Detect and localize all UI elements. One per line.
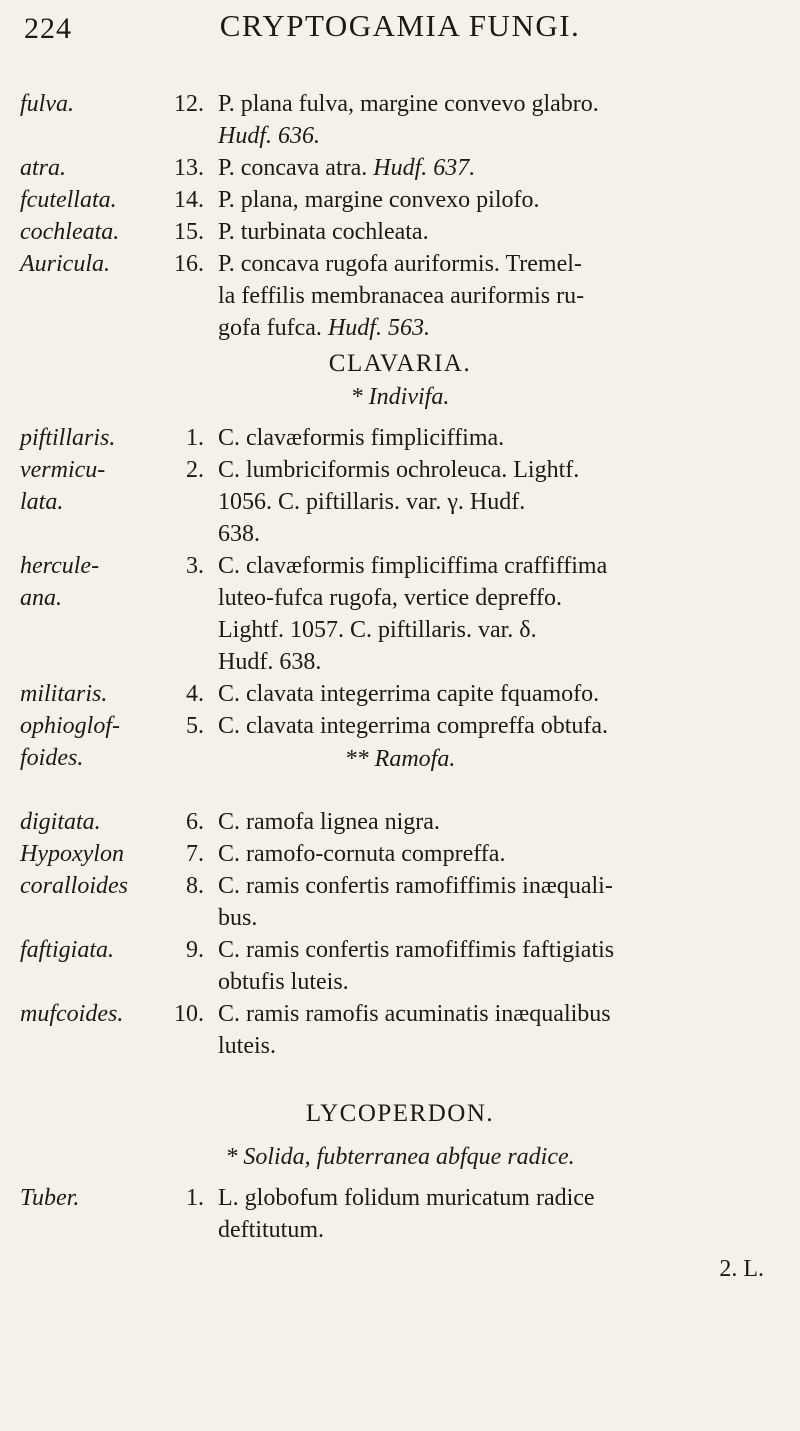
entry-number: 14.	[174, 187, 204, 213]
entry-description: C. ramis confertis ramofiffimis faftigiatis obtufis luteis.	[218, 937, 615, 995]
species-epithet: militaris.	[20, 681, 108, 707]
entry-number: 15.	[174, 219, 204, 245]
entry-number: 9.	[186, 937, 204, 963]
running-head: CRYPTOGAMIA FUNGI.	[219, 8, 581, 43]
species-epithet: Tuber.	[20, 1185, 80, 1211]
entry-number: 16.	[174, 251, 204, 277]
entry-description: P. concava atra. Hudf. 637.	[218, 155, 476, 181]
species-epithet: piftillaris.	[20, 425, 116, 451]
entry-number: 8.	[186, 873, 204, 899]
entry-description: P. concava rugofa auriformis. Tremel- la feffilis membranacea auriformis ru- gofa fufca. Hudf. 563.	[218, 251, 585, 341]
species-epithet: cochleata.	[20, 219, 120, 245]
entry-description: L. globofum folidum muricatum radice deftitutum.	[218, 1185, 595, 1243]
genus-heading-clavaria: CLAVARIA.	[328, 350, 472, 377]
entry-description: C. ramofo-cornuta compreffa.	[218, 841, 506, 867]
subsection-heading-ramosa: ** Ramofa.	[344, 746, 456, 772]
entry-description: C. clavæformis fimpliciffima.	[218, 425, 505, 451]
species-epithet: coralloides	[20, 873, 128, 899]
entry-number: 6.	[186, 809, 204, 835]
species-epithet: faftigiata.	[20, 937, 115, 963]
entry-number: 1.	[186, 1185, 204, 1211]
genus-heading-lycoperdon: LYCOPERDON.	[305, 1100, 495, 1127]
entry-description: C. clavata integerrima capite fquamofo.	[218, 681, 600, 707]
citation: Hudf. 563.	[327, 315, 430, 341]
subsection-heading-solida: * Solida, fubterranea abfque radice.	[225, 1144, 575, 1170]
entry-number: 1.	[186, 425, 204, 451]
entry-description: P. turbinata cochleata.	[218, 219, 429, 245]
species-epithet: Auricula.	[20, 251, 110, 277]
page-number: 224	[24, 12, 72, 45]
page-header	[0, 8, 800, 48]
entry-number: 7.	[186, 841, 204, 867]
entry-number: 2.	[186, 457, 204, 483]
entry-number: 12.	[174, 91, 204, 117]
entry-description: C. ramofa lignea nigra.	[218, 809, 440, 835]
subsection-heading-indivisa: * Indivifa.	[350, 384, 450, 410]
species-epithet: fcutellata.	[20, 187, 117, 213]
species-epithet: hercule- ana.	[20, 553, 100, 611]
entry-description: C. lumbriciformis ochroleuca. Lightf. 1056. C. piftillaris. var. γ. Hudf. 638.	[218, 457, 580, 547]
species-epithet: fulva.	[20, 91, 74, 117]
species-epithet: mufcoides.	[20, 1001, 124, 1027]
species-epithet: Hypoxylon	[20, 841, 124, 867]
entry-description: C. clavæformis fimpliciffima craffiffima luteo-fufca rugofa, vertice depreffo. Lightf. 1057. C. piftillaris. var. δ. Hudf. 638.	[218, 553, 608, 675]
entry-description: C. ramis confertis ramofiffimis inæquali- bus.	[218, 873, 613, 931]
species-epithet: vermicu- lata.	[20, 457, 106, 515]
entry-description: C. ramis ramofis acuminatis inæqualibus luteis.	[218, 1001, 611, 1059]
species-epithet: digitata.	[20, 809, 101, 835]
species-epithet: ophioglof- foides.	[20, 713, 120, 771]
species-epithet: atra.	[20, 155, 67, 181]
entry-description: P. plana, margine convexo pilofo.	[218, 187, 540, 213]
citation: Hudf. 637.	[373, 155, 476, 181]
catchword: 2. L.	[719, 1256, 764, 1282]
entry-number: 4.	[186, 681, 204, 707]
citation: Hudf. 636.	[218, 123, 320, 149]
entry-description: C. clavata integerrima compreffa obtufa.	[218, 713, 609, 739]
entry-number: 10.	[174, 1001, 204, 1027]
entry-number: 3.	[186, 553, 204, 579]
entry-number: 13.	[174, 155, 204, 181]
entry-description: P. plana fulva, margine convevo glabro. Hudf. 636.	[218, 91, 599, 149]
entry-number: 5.	[186, 713, 204, 739]
